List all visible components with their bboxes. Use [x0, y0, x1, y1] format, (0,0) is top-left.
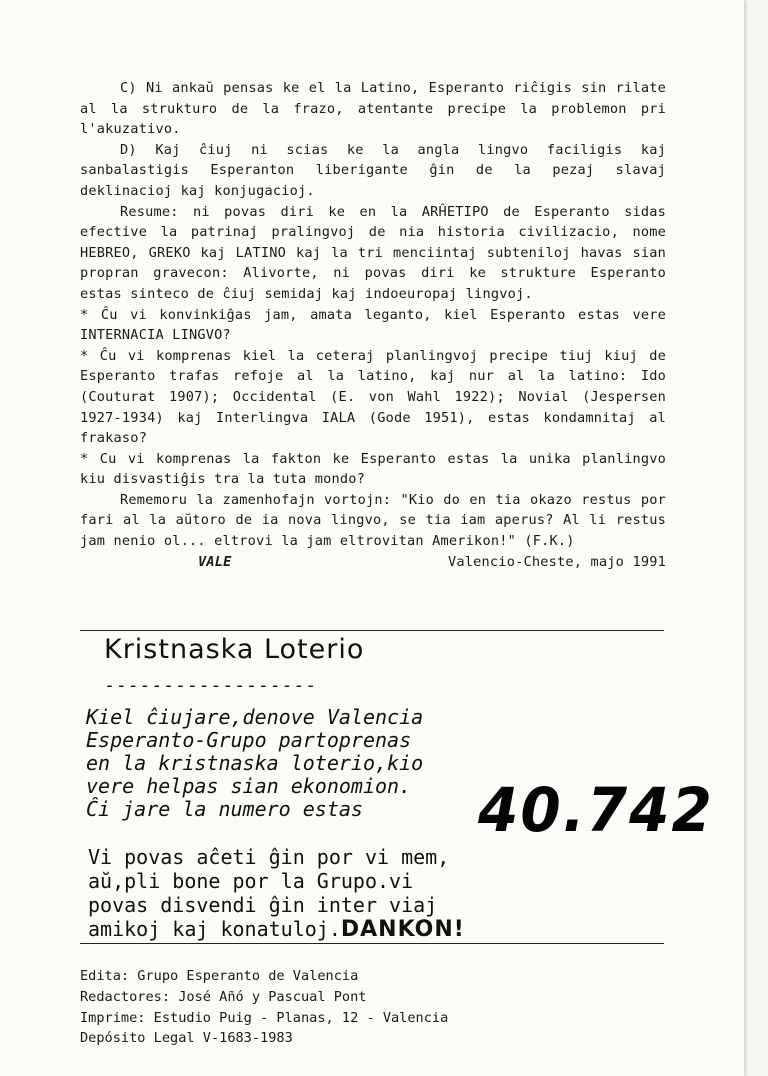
thanks-text: DANKON! [340, 917, 465, 942]
question-planlingvoj: * Ĉu vi komprenas kiel la ceteraj planlingvoj precipe tiuj kiuj de Esperanto trafas refoje al la latino, kaj nur al la latino: Ido (Couturat 1907); Occidental (E. von Wahl 1922); Novial (Jespersen 1927-1934) kaj Interlingva IALA (Gode 1951), estas kondamnitaj al frakaso? [80, 347, 666, 447]
credit-redactors: Redactores: José Añó y Pascual Pont [80, 988, 367, 1005]
paragraph-c: C) Ni ankaŭ pensas ke el la Latino, Esperanto riĉigis sin rilate al la strukturo de la frazo, atentante precipe la problemon pri l'akuzativo. [80, 80, 666, 138]
divider-bottom [80, 943, 664, 944]
appeal-line-last [88, 917, 558, 942]
divider-top [80, 630, 664, 631]
lottery-line: Esperanto-Grupo partoprenas [86, 728, 412, 752]
lottery-title-underline: ------------------ [104, 675, 318, 696]
question-unika: * Cu vi komprenas la fakton ke Esperanto estas la unika planlingvo kiu disvastiĝis tra la tuta mondo? [80, 450, 666, 488]
credit-legal-deposit: Depósito Legal V-1683-1983 [80, 1030, 293, 1047]
paragraph-zamenhof-quote: Rememoru la zamenhofajn vortojn: "Kio do en tia okazo restus por fari al la aŭtoro de ia nova lingvo, se tia iam aperus? Al li restus jam nenio ol... eltrovi la jam eltrovitan Amerikon!" (F.K.) [80, 491, 666, 550]
appeal-line: povas disvendi ĝin inter viaj [88, 893, 438, 917]
lottery-number: 40.742 [478, 774, 714, 846]
lottery-appeal [88, 845, 558, 942]
paragraph-resume: Resume: ni povas diri ke en la ARĤETIPO de Esperanto sidas efective la patrinaj pralingvoj de nia historia civilizacio, nome HEBREO, GREKO kaj LATINO kaj la tri menciintaj subteniloj havas sian propran gravecon: Alivorte, ni povas diri ke strukture Esperanto estas sinteco de ĉiuj semidaj kaj indoeuropaj lingvoj. [80, 203, 666, 302]
credit-editor: Edita: Grupo Esperanto de Valencia [80, 968, 359, 984]
lottery-line: Ĉi jare la numero estas [86, 797, 363, 821]
lottery-announcement [86, 706, 526, 821]
credit-printer: Imprime: Estudio Puig - Planas, 12 - Valencia [80, 1009, 449, 1026]
lottery-line: en la kristnaska loterio,kio [86, 751, 424, 775]
question-internacia: * Ĉu vi konvinkiĝas jam, amata leganto, kiel Esperanto estas vere INTERNACIA LINGVO? [80, 306, 666, 344]
lottery-line: Kiel ĉiujare,denove Valencia [86, 705, 424, 729]
signature-vale: VALE [198, 553, 232, 570]
publication-credits [80, 966, 680, 1049]
paragraph-d: D) Kaj ĉiuj ni scias ke la angla lingvo faciligis kaj sanbalastigis Esperanton liberigante ĝin de la pezaj slavaj deklinacioj kaj konjugacioj. [80, 141, 666, 199]
signature-place-date: Valencio-Cheste, majo 1991 [448, 553, 666, 570]
lottery-title: Kristnaska Loterio [104, 634, 365, 665]
signature-row [80, 552, 666, 573]
article-body [80, 78, 666, 572]
lottery-line: vere helpas sian ekonomion. [86, 774, 412, 798]
appeal-line: aŭ,pli bone por la Grupo.vi [88, 869, 414, 893]
appeal-line: Vi povas aĉeti ĝin por vi mem, [88, 845, 450, 869]
appeal-line: amikoj kaj konatuloj. [88, 917, 341, 941]
